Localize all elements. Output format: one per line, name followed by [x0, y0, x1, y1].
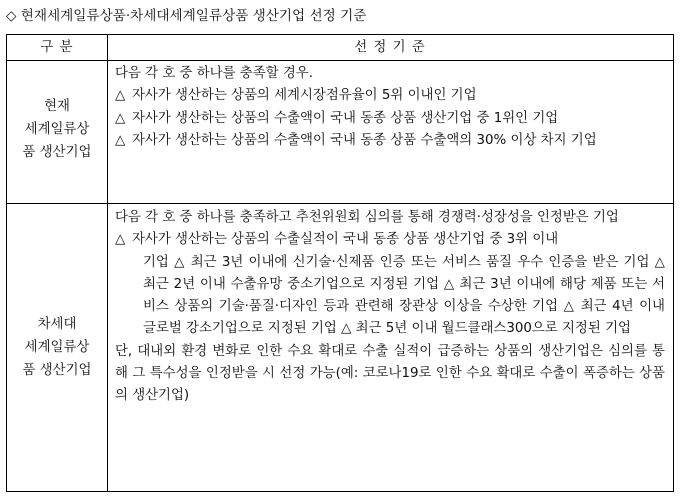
category-current: 현재 세계일류상 품 생산기업: [22, 99, 92, 160]
criteria-bullet-continued: 기업 △ 최근 3년 이내에 신기술·신제품 인증 또는 서비스 품질 우수 인증을 받은 기업 △ 최근 2년 이내 수출유망 중소기업으로 지정된 기업 △ 최근 3년 이내에 해당 제품 또는 서비스 상품의 기술·품질·디자인 등과 관련해 장관상 이상을 수상한 기업 △ 최근 4년 이내 글로벌 강소기업으로 지정된 기업 △ 최근 5년 이내 월드클래스300으로 지정된 기업: [143, 254, 665, 337]
criteria-note: 단, 대내외 환경 변화로 인한 수요 확대로 수출 실적이 급증하는 상품의 생산기업은 심의를 통해 그 특수성을 인정받을 시 선정 가능(예: 코로나19로 인한 수요 확대로 수출이 폭증하는 상품의 생산기업): [115, 343, 665, 404]
criteria-bullet: △ 자사가 생산하는 상품의 수출액이 국내 동종 상품 생산기업 중 1위인 기업: [115, 108, 665, 130]
header-category: 구 분: [40, 40, 74, 55]
triangle-icon: △: [115, 88, 126, 104]
criteria-bullet: △ 자사가 생산하는 상품의 세계시장점유율이 5위 이내인 기업: [115, 85, 665, 107]
column-divider: [107, 35, 108, 491]
criteria-intro: 다음 각 호 중 하나를 충족하고 추천위원회 심의를 통해 경쟁력·성장성을 인정받은 기업: [115, 210, 619, 225]
criteria-bullet: △ 자사가 생산하는 상품의 수출액이 국내 동종 상품 수출액의 30% 이상 차지 기업: [115, 130, 665, 152]
triangle-icon: △: [115, 132, 126, 148]
criteria-intro: 다음 각 호 중 하나를 충족할 경우.: [115, 66, 313, 81]
criteria-table: [6, 34, 674, 492]
document-title: ◇ 현재세계일류상품·차세대세계일류상품 생산기업 선정 기준: [6, 8, 367, 24]
row-divider: [7, 203, 673, 204]
category-next-generation: 차세대 세계일류상 품 생산기업: [22, 317, 92, 378]
triangle-icon: △: [115, 232, 126, 248]
triangle-icon: △: [115, 110, 126, 126]
criteria-next-generation: [115, 207, 665, 408]
criteria-current: [115, 63, 665, 152]
criteria-bullet: △ 자사가 생산하는 상품의 수출실적이 국내 동종 상품 생산기업 중 3위 이내: [115, 229, 665, 251]
header-criteria: 선 정 기 준: [354, 40, 426, 55]
